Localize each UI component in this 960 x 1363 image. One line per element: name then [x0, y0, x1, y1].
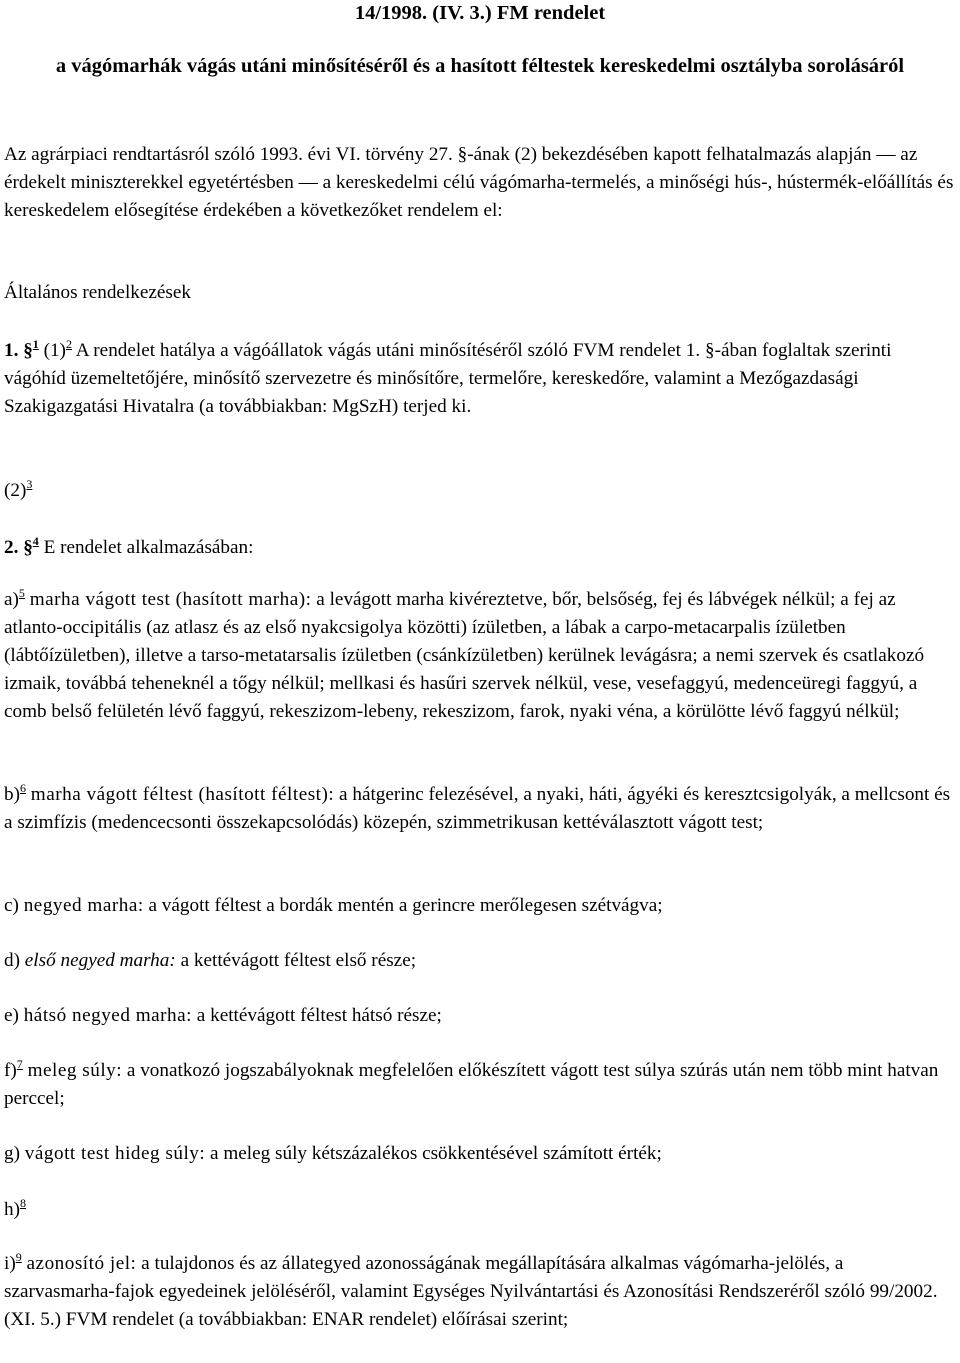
definition-text: a levágott marha kivéreztetve, bőr, belsőség, fej és lábvégek nélkül; a fej az atlanto-occipitális (az atlasz és az első nyakcsigolya közötti) ízületben, a lábak a carpo-metacarpalis ízületben (lábtőízületben), illetve a tarso-metatarsalis ízületben (csánkízületben) kerülnek levágásra; a nemi szervek és csatlakozó izmaik, továbbá teheneknél a tőgy nélkül; mellkasi és hasűri szervek nélkül, vese, vesefaggyú, medenceüregi faggyú, a comb belső felületén lévő faggyú, rekeszizom-lebeny, rekeszizom, farok, nyaki véna, a körülötte lévő faggyú nélkül; [4, 589, 925, 722]
definition-text: a vágott féltest a bordák mentén a gerincre merőlegesen szétvágva; [143, 895, 663, 916]
item-label: i) [4, 1253, 16, 1274]
definition-term: marha vágott test (hasított marha): [29, 589, 312, 610]
definition-text: a kettévágott féltest hátsó része; [191, 1005, 442, 1026]
item-label: e) [4, 1005, 19, 1026]
preamble: Az agrárpiaci rendtartásról szóló 1993. évi VI. törvény 27. §-ának (2) bekezdésében kapott felhatalmazás alapján — az érdekelt miniszterekkel egyetértésben — a kereskedelmi célú vágómarha-termelés, a minőségi hús-, hústermék-előállítás és kereskedelem elősegítése érdekében a következőket rendelem el: [4, 144, 954, 221]
definition-text: a meleg súly kétszázalékos csökkentésével számított érték; [205, 1143, 662, 1164]
definition-h [4, 1196, 958, 1224]
item-label: b) [4, 784, 20, 805]
section-1-paragraph-1 [4, 337, 958, 421]
document-title: 14/1998. (IV. 3.) FM rendelet [354, 2, 606, 24]
footnote-link[interactable]: 2 [65, 337, 72, 351]
item-label: a) [4, 589, 19, 610]
definition-term: marha vágott féltest (hasított féltest): [30, 784, 335, 805]
item-label: f) [4, 1060, 17, 1081]
footnote-link[interactable]: 6 [19, 781, 26, 795]
item-label: h) [4, 1199, 20, 1220]
section-number: 2. § [4, 537, 33, 558]
definition-text: a tulajdonos és az állategyed azonosságának megállapítására alkalmas vágómarha-jelölés, a szarvasmarha-fajok egyedeinek jelöléséről, valamint Egységes Nyilvántartási és Azonosítási Rendszeréről szóló 99/2002. (XI. 5.) FVM rendelet (a továbbiakban: ENAR rendelet) előírásai szerint; [4, 1253, 938, 1330]
definition-i [4, 1250, 958, 1334]
section-heading: Általános rendelkezések [4, 282, 191, 303]
paragraph-text: E rendelet alkalmazásában: [43, 537, 254, 558]
definition-term: meleg súly: [27, 1060, 123, 1081]
definition-term: hátsó negyed marha: [23, 1005, 192, 1026]
paragraph-number: (2) [4, 480, 27, 501]
document-subtitle: a vágómarhák vágás utáni minősítéséről és a hasított féltestek kereskedelmi osztályba sorolásáról [55, 55, 905, 77]
footnote-link[interactable]: 9 [15, 1250, 22, 1264]
definition-term: első negyed marha: [24, 950, 176, 971]
item-label: g) [4, 1143, 20, 1164]
definition-e [4, 1002, 958, 1030]
definition-text: a hátgerinc felezésével, a nyaki, háti, ágyéki és keresztcsigolyák, a mellcsont és a szimfízis (medencecsonti összekapcsolódás) közepén, szimmetrikusan kettéválasztott vágott test; [4, 784, 951, 833]
definition-text: a vonatkozó jogszabályoknak megfelelően előkészített vágott test súlya szúrás után nem több mint hatvan perccel; [4, 1060, 939, 1109]
footnote-link[interactable]: 4 [32, 534, 39, 548]
definition-term: azonosító jel: [26, 1253, 137, 1274]
paragraph-text: A rendelet hatálya a vágóállatok vágás utáni minősítéséről szóló FVM rendelet 1. §-ában foglaltak szerinti vágóhíd üzemeltetőjére, minősítő szervezetre és minősítőre, termelőre, kereskedőre, valamint a Mezőgazdasági Szakigazgatási Hivatalra (a továbbiakban: MgSzH) terjed ki. [4, 340, 892, 417]
footnote-link[interactable]: 8 [19, 1196, 26, 1210]
definition-a [4, 586, 958, 726]
footnote-link[interactable]: 1 [32, 337, 39, 351]
definition-c [4, 892, 958, 920]
definition-f [4, 1057, 958, 1113]
definition-text: a kettévágott féltest első része; [175, 950, 417, 971]
section-2-intro [4, 534, 958, 562]
footnote-link[interactable]: 7 [16, 1057, 23, 1071]
footnote-link[interactable]: 5 [18, 586, 25, 600]
paragraph-number: (1) [43, 340, 66, 361]
item-label: c) [4, 895, 19, 916]
definition-b [4, 781, 958, 837]
definition-term: negyed marha: [23, 895, 144, 916]
section-number: 1. § [4, 340, 33, 361]
definition-term: vágott test hideg súly: [24, 1143, 206, 1164]
item-label: d) [4, 950, 20, 971]
footnote-link[interactable]: 3 [26, 477, 33, 491]
definition-g [4, 1140, 958, 1168]
definition-d [4, 947, 958, 975]
section-1-paragraph-2 [4, 477, 958, 505]
